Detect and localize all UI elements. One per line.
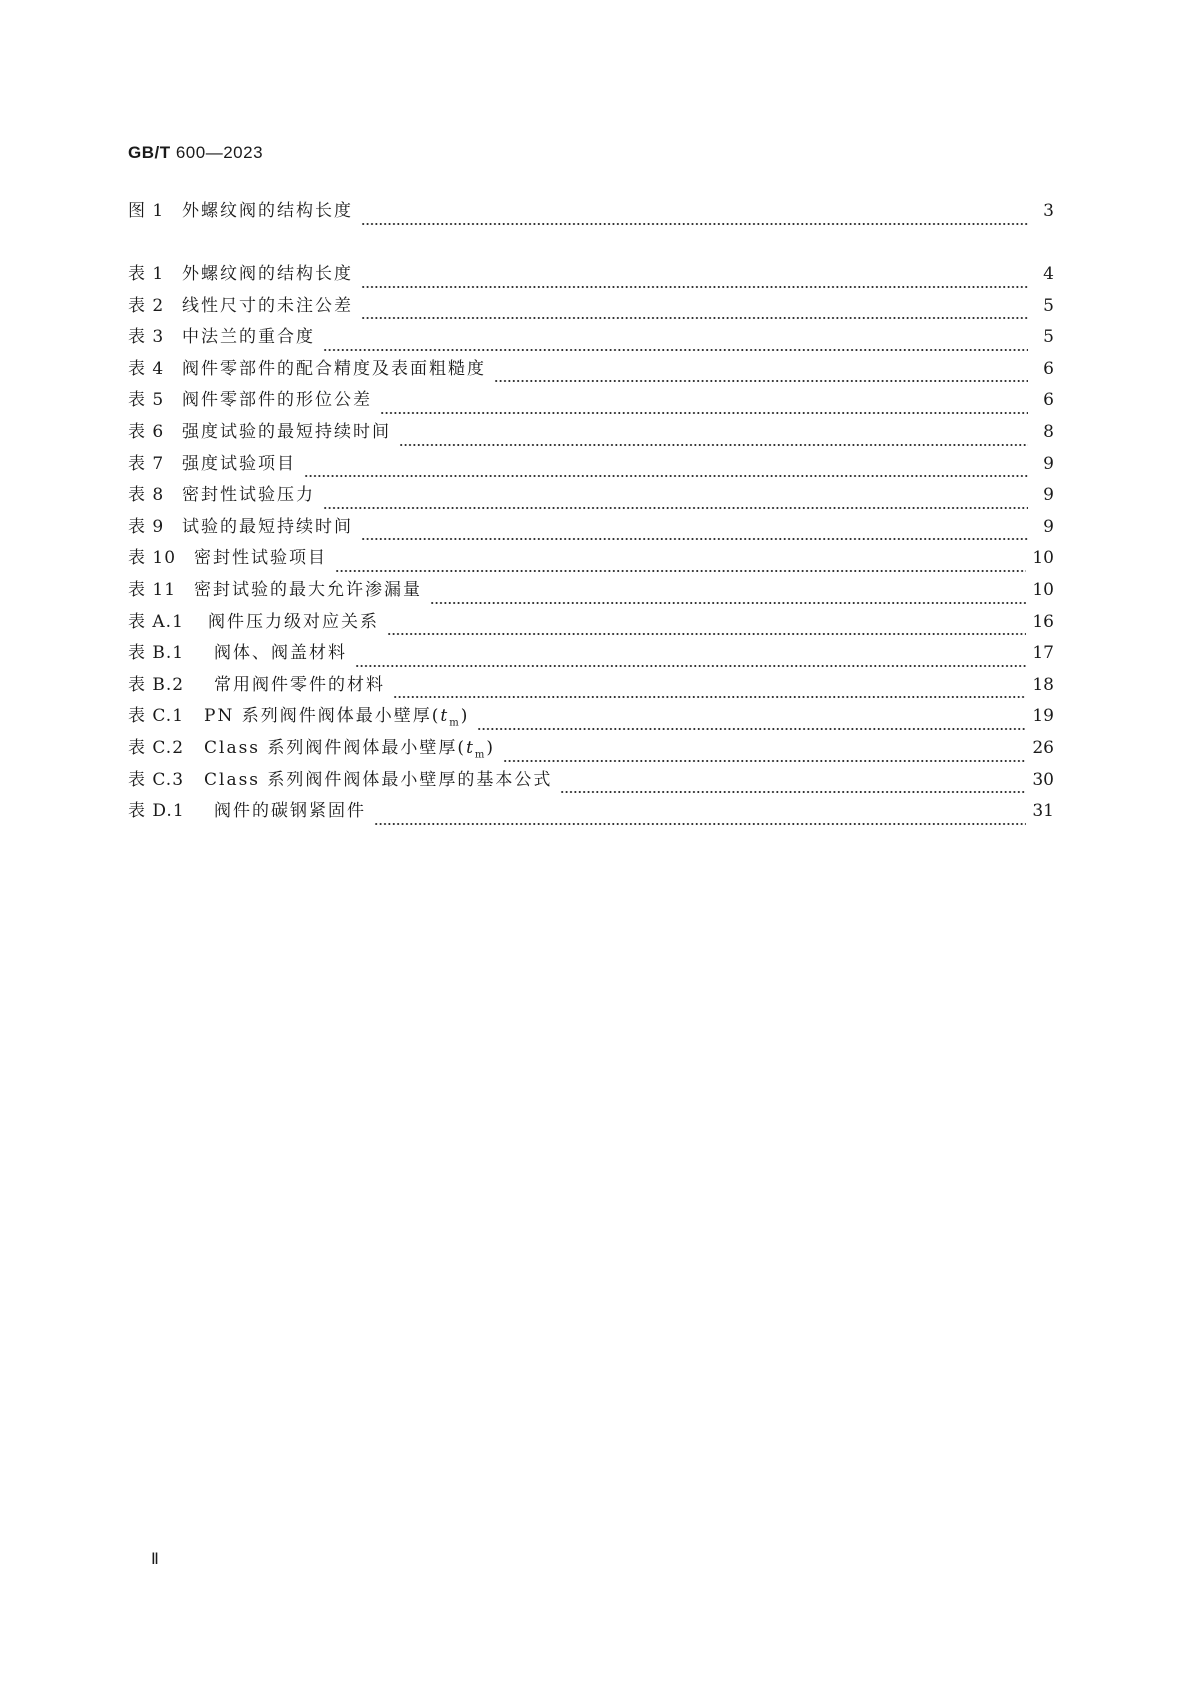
toc-leader — [323, 495, 1028, 512]
toc-label: 表 7 — [128, 453, 165, 474]
toc-row[interactable] — [128, 638, 1054, 670]
toc-row[interactable] — [128, 480, 1054, 512]
toc-page-number: 9 — [1043, 516, 1054, 537]
toc-leader — [430, 590, 1026, 607]
toc-leader — [323, 337, 1028, 354]
toc-label: 表 B.2 — [128, 674, 185, 695]
toc-leader — [494, 368, 1028, 385]
toc-row[interactable] — [128, 354, 1054, 386]
toc-label: 表 B.1 — [128, 643, 185, 664]
toc-row[interactable] — [128, 196, 1054, 228]
toc-page-number: 4 — [1043, 264, 1054, 284]
toc-title: 阀件的碳钢紧固件 — [214, 801, 366, 822]
toc-leader — [361, 274, 1028, 291]
standard-number: 600—2023 — [175, 143, 264, 162]
toc-row[interactable] — [128, 417, 1054, 449]
toc-title: 密封试验的最大允许渗漏量 — [194, 579, 422, 600]
toc-page-number: 31 — [1032, 801, 1054, 822]
toc-page-number: 5 — [1043, 295, 1054, 316]
toc-title: 阀体、阀盖材料 — [214, 643, 347, 664]
toc-row[interactable] — [128, 765, 1054, 797]
toc-leader — [335, 558, 1026, 575]
toc-label: 表 1 — [128, 264, 165, 284]
toc-leader — [355, 653, 1026, 670]
toc-leader — [361, 211, 1028, 228]
toc-label: 图 1 — [128, 201, 165, 221]
toc-page-number: 16 — [1032, 611, 1054, 632]
toc-label: 表 6 — [128, 421, 165, 442]
toc-title: 试验的最短持续时间 — [182, 516, 353, 537]
toc-page-number: 17 — [1032, 643, 1054, 664]
toc-label: 表 D.1 — [128, 801, 185, 822]
toc-label: 表 A.1 — [128, 611, 184, 632]
toc-title-variable: t — [466, 737, 475, 758]
toc-row[interactable] — [128, 385, 1054, 417]
toc-title: Class 系列阀件阀体最小壁厚的基本公式 — [204, 769, 553, 790]
toc-title: 强度试验项目 — [182, 453, 296, 474]
toc-row[interactable] — [128, 259, 1054, 291]
toc-label: 表 C.3 — [128, 769, 185, 790]
toc-label: 表 C.2 — [128, 737, 185, 758]
toc-page-number: 9 — [1043, 453, 1054, 474]
toc-label: 表 9 — [128, 516, 165, 537]
toc-page-number: 5 — [1043, 327, 1054, 348]
toc-row[interactable] — [128, 512, 1054, 544]
document-identifier — [128, 143, 263, 163]
table-list — [128, 259, 1054, 828]
toc-title-close: ) — [486, 737, 496, 758]
standard-code: GB/T — [128, 143, 171, 162]
toc-title: 强度试验的最短持续时间 — [182, 421, 391, 442]
toc-page-number: 10 — [1032, 548, 1054, 569]
toc-title: 密封性试验压力 — [182, 485, 315, 506]
toc-title: 常用阀件零件的材料 — [214, 674, 385, 695]
toc-leader — [503, 748, 1026, 765]
toc-page-number: 6 — [1043, 390, 1054, 411]
toc-title: 中法兰的重合度 — [182, 327, 315, 348]
toc-row[interactable] — [128, 607, 1054, 639]
toc-leader — [399, 432, 1028, 449]
toc-title: 阀件零部件的形位公差 — [182, 390, 372, 411]
toc-title: 外螺纹阀的结构长度 — [182, 201, 353, 221]
toc-title: 阀件零部件的配合精度及表面粗糙度 — [182, 358, 486, 379]
toc-leader — [380, 400, 1028, 417]
toc-leader — [304, 463, 1028, 480]
toc-row[interactable] — [128, 543, 1054, 575]
toc-row[interactable] — [128, 449, 1054, 481]
toc-title-text: PN 系列阀件阀体最小壁厚( — [204, 706, 441, 727]
toc-label: 表 2 — [128, 295, 165, 316]
toc-label: 表 C.1 — [128, 706, 185, 727]
toc-title: 阀件压力级对应关系 — [208, 611, 379, 632]
toc-page-number: 9 — [1043, 485, 1054, 506]
figure-list — [128, 196, 1054, 228]
toc-title-close: ) — [460, 706, 470, 727]
toc-page-number: 10 — [1032, 579, 1054, 600]
toc-row[interactable] — [128, 670, 1054, 702]
toc-label: 表 11 — [128, 579, 177, 600]
toc-row[interactable] — [128, 322, 1054, 354]
toc-title — [204, 701, 475, 728]
toc-page-number: 8 — [1043, 421, 1054, 442]
toc-title: 外螺纹阀的结构长度 — [182, 264, 353, 284]
toc-label: 表 10 — [128, 548, 177, 569]
toc-leader — [361, 526, 1028, 543]
toc-title-text: Class 系列阀件阀体最小壁厚( — [204, 737, 467, 758]
toc-row[interactable] — [128, 291, 1054, 323]
toc-title-subscript: m — [474, 749, 487, 761]
toc-row[interactable] — [128, 701, 1054, 733]
page-number: Ⅱ — [151, 1551, 159, 1568]
toc-page-number: 3 — [1043, 201, 1054, 221]
toc-title — [204, 733, 501, 760]
toc-title: 线性尺寸的未注公差 — [182, 295, 353, 316]
toc-label: 表 3 — [128, 327, 165, 348]
toc-leader — [387, 621, 1026, 638]
toc-title: 密封性试验项目 — [194, 548, 327, 569]
toc-leader — [361, 305, 1028, 322]
toc-page-number: 19 — [1032, 706, 1054, 727]
toc-title-variable: t — [440, 706, 450, 727]
toc-leader — [560, 779, 1026, 796]
toc-leader — [393, 684, 1026, 701]
toc-leader — [374, 811, 1026, 828]
toc-title-subscript: m — [449, 717, 461, 729]
toc-label: 表 4 — [128, 358, 165, 379]
toc-label: 表 8 — [128, 485, 165, 506]
toc-page-number: 18 — [1032, 674, 1054, 695]
toc-label: 表 5 — [128, 390, 165, 411]
toc-page-number: 26 — [1032, 737, 1054, 758]
toc-row[interactable] — [128, 796, 1054, 828]
toc-leader — [477, 716, 1026, 733]
toc-page-number: 30 — [1032, 769, 1054, 790]
toc-page-number: 6 — [1043, 358, 1054, 379]
toc-row[interactable] — [128, 733, 1054, 765]
toc-row[interactable] — [128, 575, 1054, 607]
